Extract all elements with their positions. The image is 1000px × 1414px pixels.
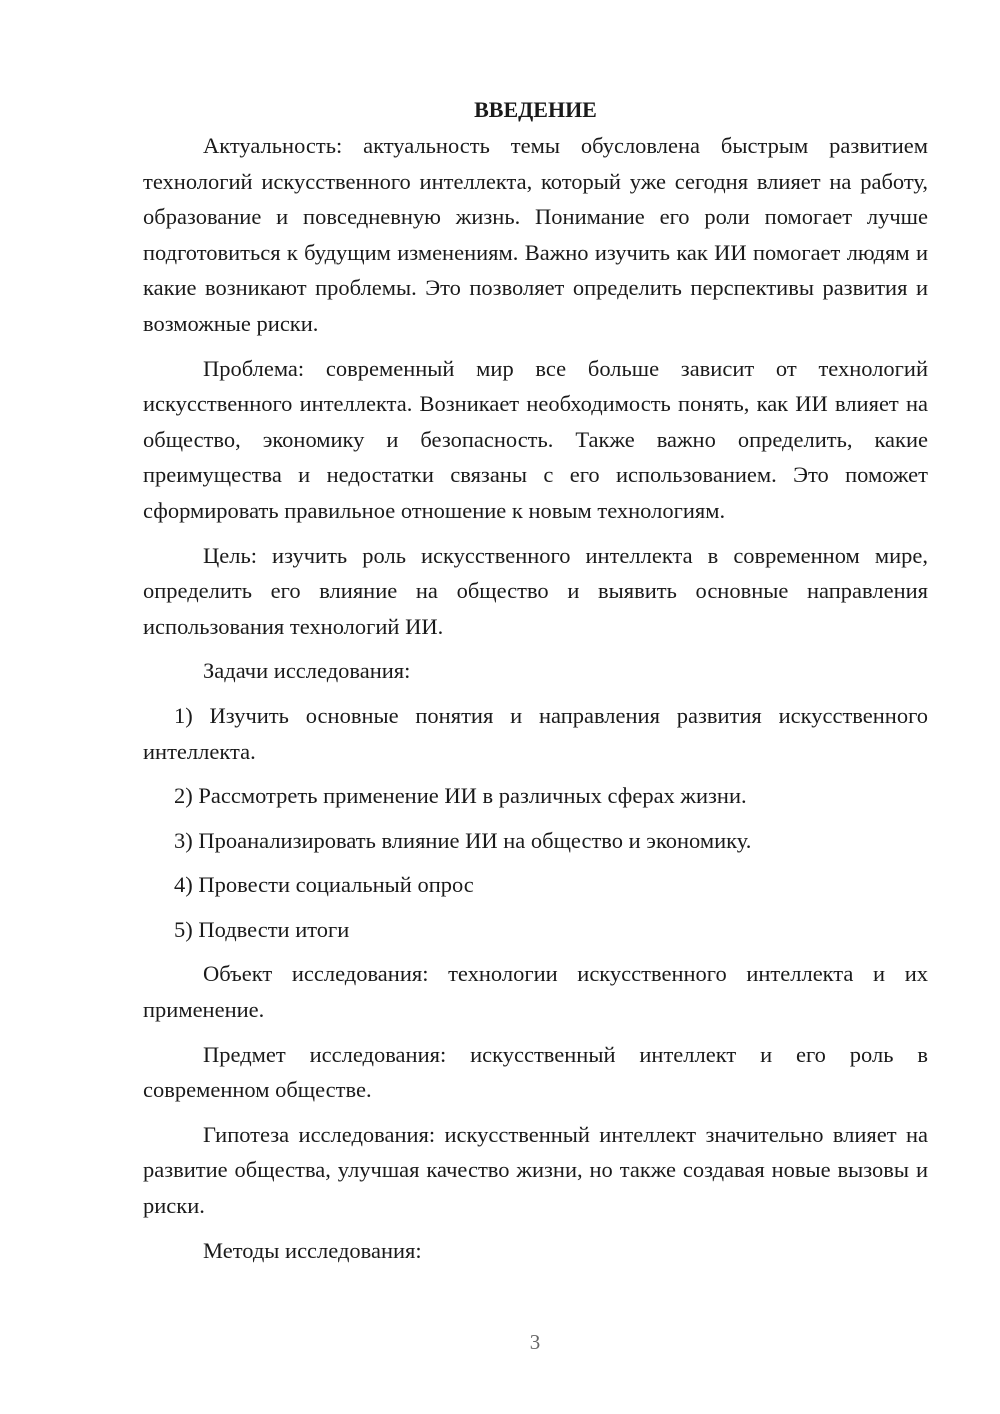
paragraph-subject: Предмет исследования: искусственный интеллект и его роль в современном обществе. — [143, 1041, 928, 1103]
paragraph-methods: Методы исследования: — [203, 1237, 422, 1263]
paragraph-hypothesis: Гипотеза исследования: искусственный интеллект значительно влияет на развитие общества, улучшая качество жизни, но также создавая новые вызовы и риски. — [143, 1121, 928, 1219]
task-item: 4) Провести социальный опрос — [174, 872, 474, 898]
task-item: 1) Изучить основные понятия и направления развития искусственного интеллекта. — [143, 702, 928, 764]
task-item: 2) Рассмотреть применение ИИ в различных сферах жизни. — [174, 783, 747, 809]
page-number: 3 — [529, 1330, 541, 1354]
page-title: ВВЕДЕНИЕ — [474, 97, 597, 122]
task-item: 3) Проанализировать влияние ИИ на общество и экономику. — [174, 827, 752, 853]
paragraph-object: Объект исследования: технологии искусственного интеллекта и их применение. — [143, 961, 928, 1023]
task-item: 5) Подвести итоги — [174, 916, 350, 942]
paragraph-problem: Проблема: современный мир все больше зависит от технологий искусственного интеллекта. Возникает необходимость понять, как ИИ влияет на общество, экономику и безопасность. Также важно определить, какие преимущества и недостатки связаны с его использованием. Это поможет сформировать правильное отношение к новым технологиям. — [143, 355, 928, 523]
paragraph-tasks-heading: Задачи исследования: — [203, 658, 411, 684]
paragraph-relevance: Актуальность: актуальность темы обусловлена быстрым развитием технологий искусственного интеллекта, который уже сегодня влияет на работу, образование и повседневную жизнь. Понимание его роли помогает лучше подготовиться к будущим изменениям. Важно изучить как ИИ помогает людям и какие возникают проблемы. Это позволяет определить перспективы развития и возможные риски. — [143, 133, 928, 336]
paragraph-goal: Цель: изучить роль искусственного интеллекта в современном мире, определить его влияние на общество и выявить основные направления использования технологий ИИ. — [143, 542, 928, 639]
document-page — [143, 92, 928, 1277]
